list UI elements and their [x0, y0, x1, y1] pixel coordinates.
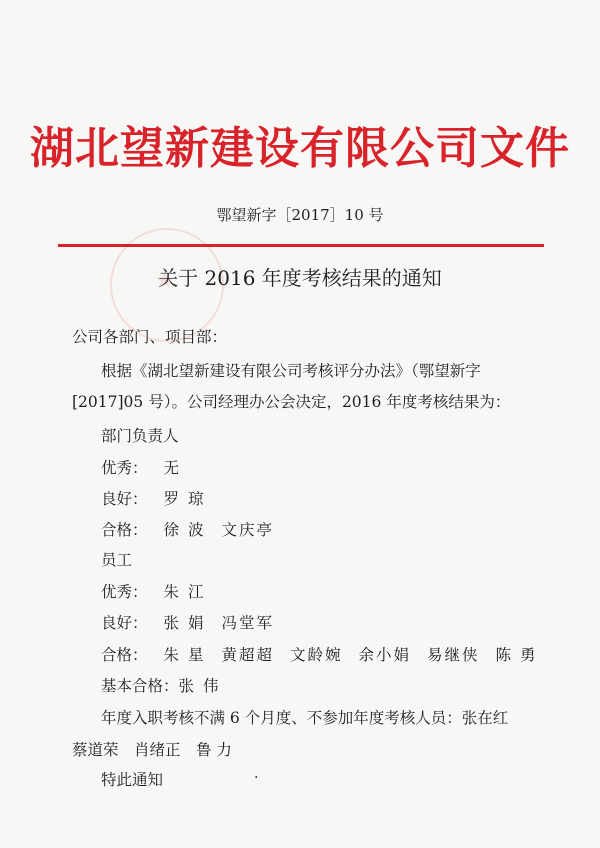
result-row-staff-pass: [101, 643, 537, 665]
grade-label: 优秀：: [101, 459, 148, 477]
grade-label: 良好：: [101, 490, 148, 508]
closing-line: 特此通知: [101, 771, 164, 789]
body-text-line-1: 根据《湖北望新建设有限公司考核评分办法》（鄂望新字: [101, 362, 481, 380]
section-heading-dept-heads: 部门负责人: [101, 427, 179, 445]
person-name: 冯堂军: [221, 614, 274, 632]
result-row-dept-pass: [101, 518, 274, 540]
person-name: 罗 琼: [163, 490, 206, 508]
person-name: 黄超超: [221, 646, 274, 664]
body-text-line-2: [2017]05 号）。公司经理办公会决定，2016 年度考核结果为：: [72, 393, 511, 411]
grade-label: 基本合格：: [101, 677, 179, 695]
person-name: 余小娟: [358, 646, 411, 664]
grade-label: 合格：: [101, 521, 148, 539]
person-name: 文庆亭: [221, 521, 274, 539]
section-heading-staff: 员工: [101, 551, 133, 569]
notice-title: 关于 2016 年度考核结果的通知: [158, 266, 442, 290]
person-name: 文龄婉: [289, 646, 343, 664]
exclusion-note-line-1: 年度入职考核不满 6 个月度、不参加年度考核人员：张在红: [101, 709, 509, 727]
recipient-line: 公司各部门、项目部：: [72, 328, 228, 346]
result-row-staff-excellent: [101, 580, 205, 602]
grade-label: 优秀：: [101, 583, 148, 601]
person-name: 徐 波: [163, 521, 206, 539]
result-row-dept-excellent: [101, 456, 181, 478]
person-name: 朱 星: [163, 646, 206, 664]
result-row-dept-good: [101, 487, 205, 509]
exclusion-note-line-2: 蔡道荣 肖绪正 鲁 力: [72, 741, 232, 759]
grade-label: 合格：: [101, 646, 148, 664]
person-name: 张 娟: [163, 614, 206, 632]
person-name: 无: [163, 459, 182, 477]
result-row-staff-basic-pass: [101, 674, 220, 696]
result-row-staff-good: [101, 611, 274, 633]
stray-dot-mark: ·: [254, 770, 259, 786]
person-name: 陈 勇: [495, 646, 538, 664]
grade-label: 良好：: [101, 614, 148, 632]
document-number: 鄂望新字［2017］10 号: [216, 206, 384, 224]
person-name: 朱 江: [163, 583, 206, 601]
person-name: 易继侠: [427, 646, 480, 664]
person-name: 张 伟: [178, 677, 221, 695]
company-header-title: 湖北望新建设有限公司文件: [30, 123, 570, 174]
